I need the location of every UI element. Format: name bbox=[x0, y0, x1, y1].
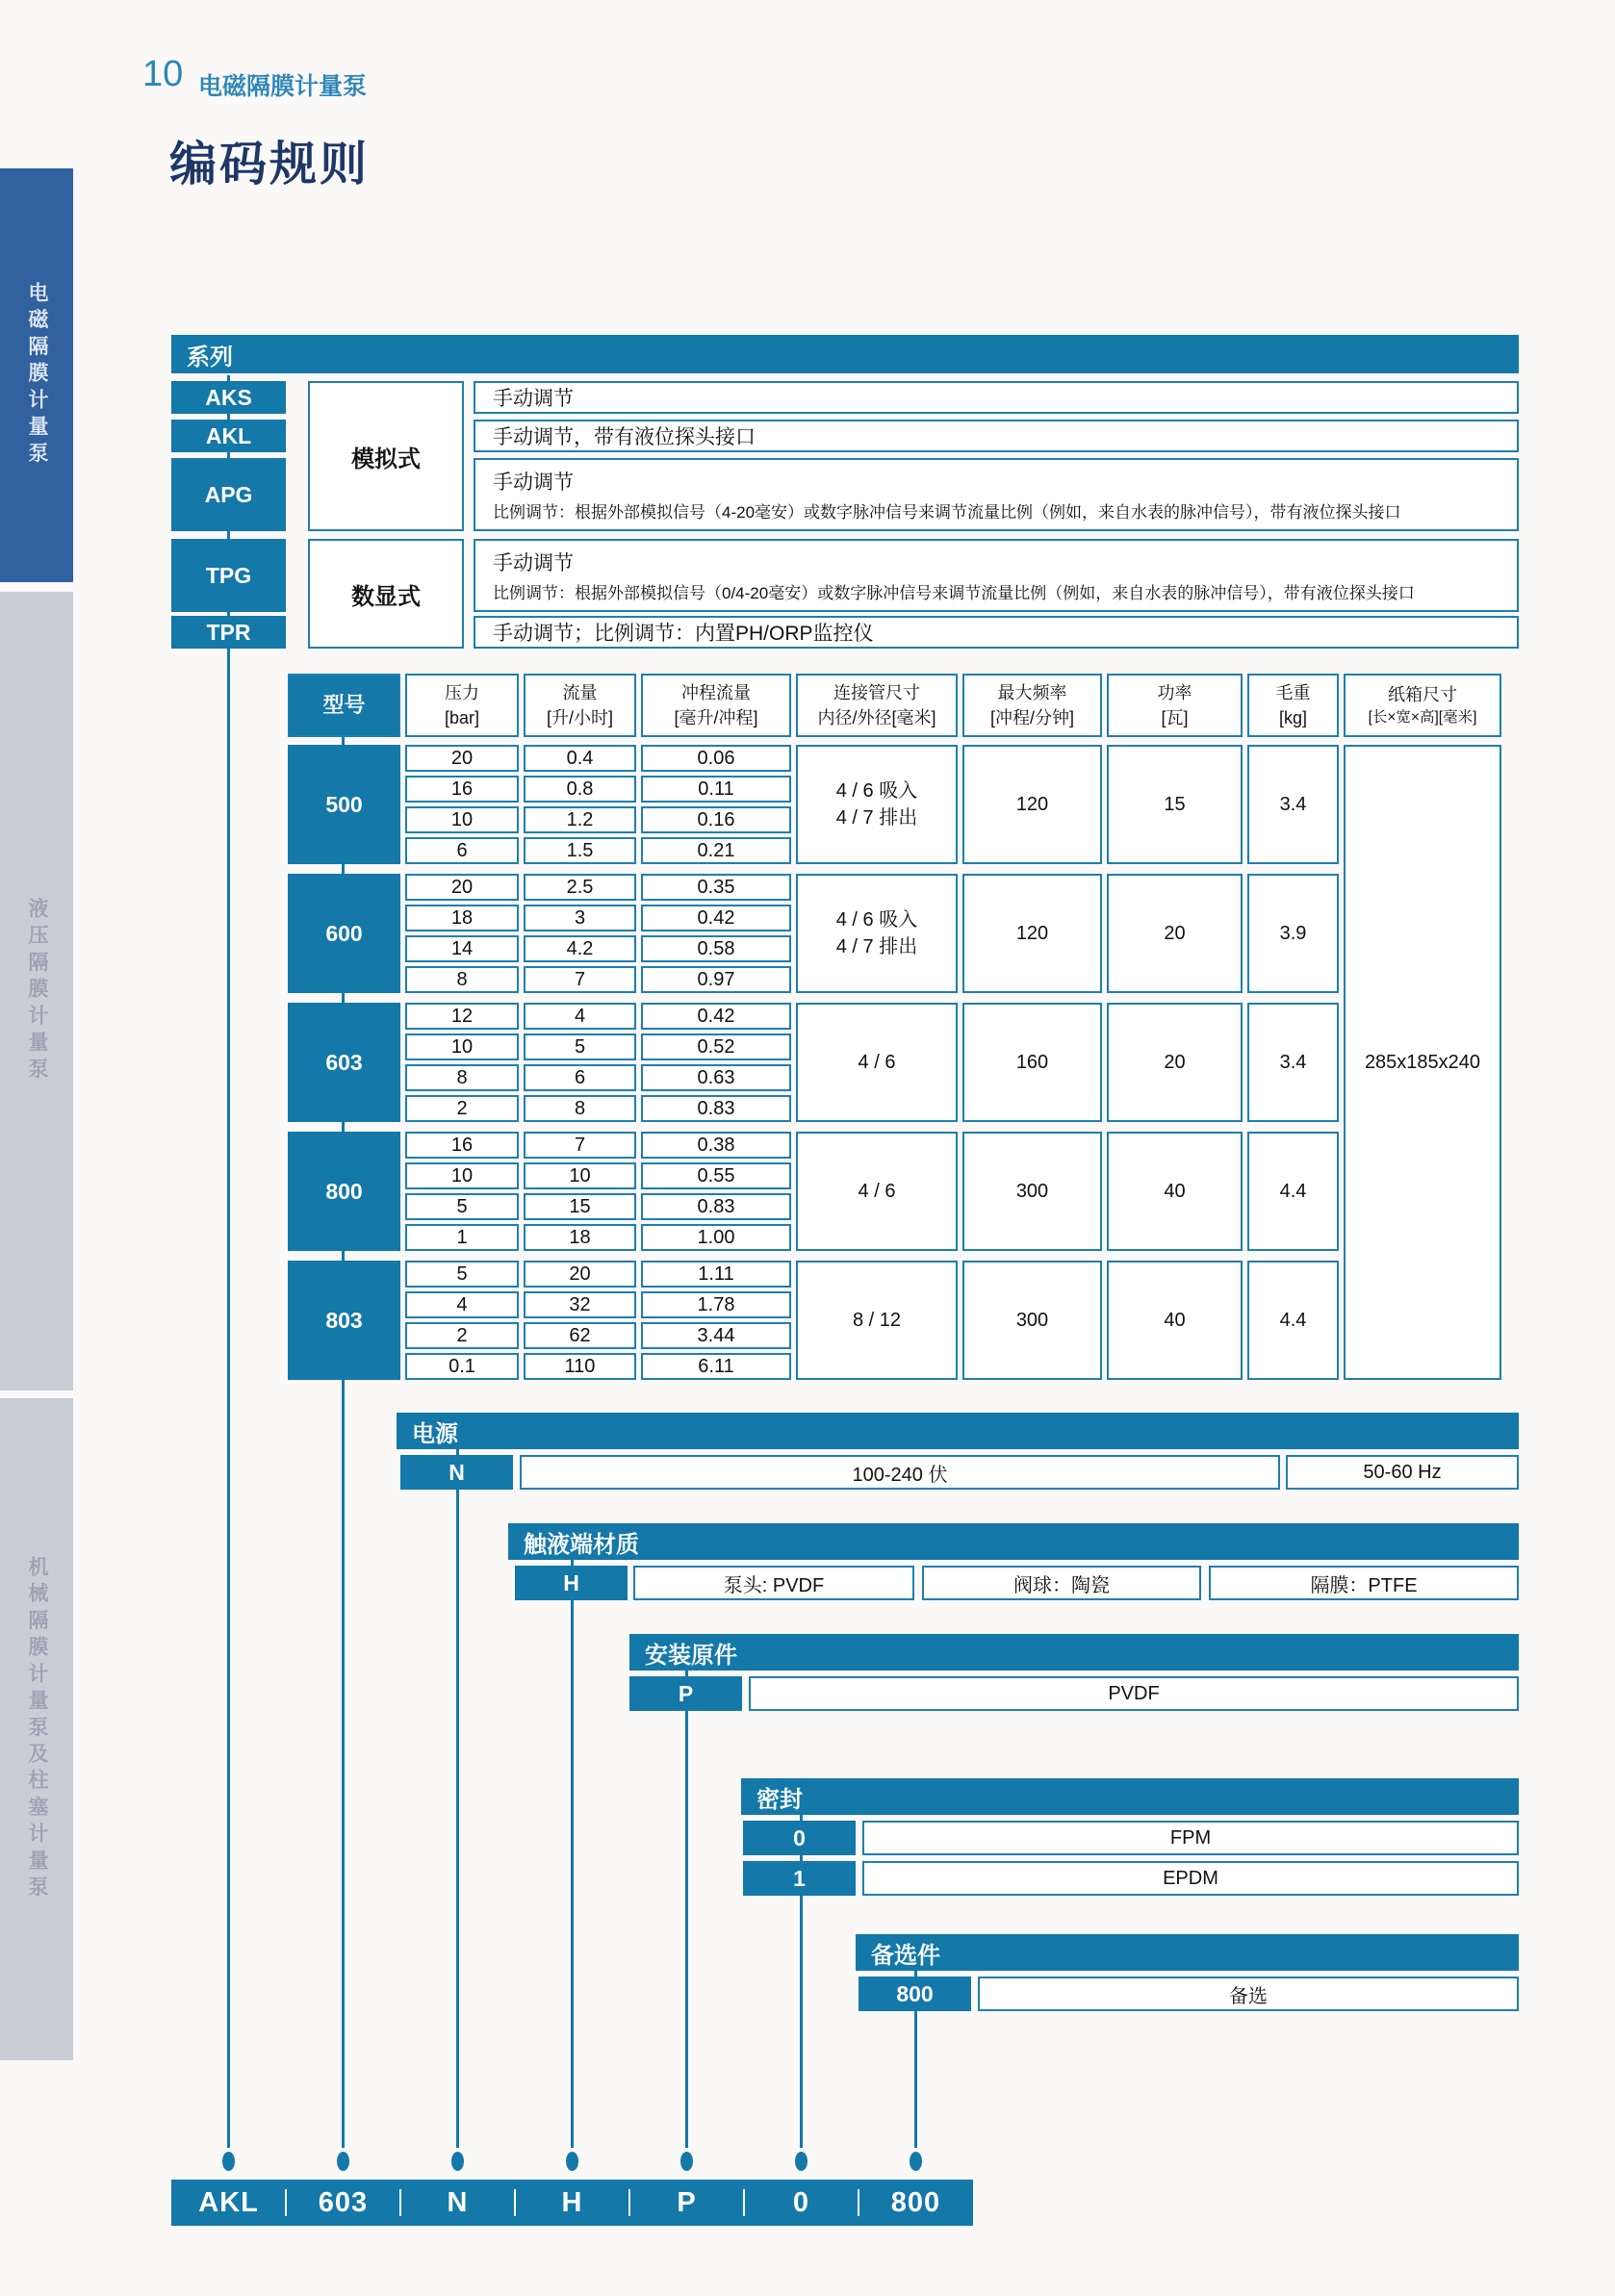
wetted-diaphragm: 隔膜：PTFE bbox=[1209, 1566, 1519, 1600]
desc-line: 比例调节：根据外部模拟信号（0/4-20毫安）或数字脉冲信号来调节流量比例（例如，来自水表的脉冲信号），带有液位探头接口 bbox=[493, 584, 1415, 602]
connector-line bbox=[227, 531, 230, 539]
series-desc-tpg bbox=[474, 539, 1519, 612]
table-cell: 2.5 bbox=[524, 874, 636, 901]
desc-line: 手动调节 bbox=[493, 552, 574, 574]
series-desc-aks bbox=[474, 381, 1519, 414]
connector-dot bbox=[451, 2152, 464, 2171]
series-desc-akl bbox=[474, 420, 1519, 452]
table-cell: 0.4 bbox=[524, 745, 636, 772]
code-segment-options: 800 bbox=[890, 2186, 941, 2218]
wetted-valve-ball: 阀球：陶瓷 bbox=[922, 1566, 1201, 1600]
connector-line bbox=[342, 864, 345, 874]
table-cell: 5 bbox=[405, 1193, 519, 1220]
power-voltage: 100-240 伏 bbox=[520, 1455, 1280, 1490]
sidebar-tab-label: 机械隔膜计量泵及柱塞计量泵 bbox=[26, 1555, 48, 1903]
table-cell: 16 bbox=[405, 1132, 519, 1159]
power-frequency: 50-60 Hz bbox=[1286, 1455, 1519, 1490]
table-cell: 0.83 bbox=[641, 1193, 791, 1220]
connector-line bbox=[571, 1560, 574, 1566]
series-desc-apg bbox=[474, 458, 1519, 531]
weight-cell-600: 3.9 bbox=[1247, 874, 1339, 993]
table-cell: 0.52 bbox=[641, 1033, 791, 1060]
col-header-power: 功率 [瓦] bbox=[1107, 674, 1243, 737]
table-cell: 0.11 bbox=[641, 776, 791, 803]
table-cell: 1 bbox=[405, 1224, 519, 1251]
connector-line-options bbox=[914, 2011, 917, 2148]
power-cell-500: 15 bbox=[1107, 745, 1243, 864]
table-cell: 0.8 bbox=[524, 776, 636, 803]
sidebar-tab-hydraulic bbox=[0, 592, 73, 1390]
table-cell: 10 bbox=[405, 806, 519, 833]
desc-line: 手动调节；比例调节：内置PH/ORP监控仪 bbox=[493, 623, 874, 645]
code-segment-wetted: H bbox=[561, 2186, 583, 2218]
table-cell: 0.58 bbox=[641, 935, 791, 962]
table-cell: 1.00 bbox=[641, 1224, 791, 1251]
desc-line: 手动调节，带有液位探头接口 bbox=[493, 426, 756, 448]
series-code-apg: APG bbox=[171, 458, 286, 531]
connector-line bbox=[227, 452, 230, 458]
page-title: 编码规则 bbox=[169, 139, 371, 191]
max-freq-cell-800: 300 bbox=[962, 1132, 1102, 1251]
col-header-carton: 纸箱尺寸 [长×宽×高][毫米] bbox=[1344, 674, 1501, 737]
sidebar-tab-label: 液压隔膜计量泵 bbox=[26, 897, 48, 1085]
model-cell-600: 600 bbox=[288, 874, 400, 993]
connector-line bbox=[342, 1251, 345, 1261]
connector-line-power bbox=[456, 1490, 459, 2148]
connector-dot bbox=[337, 2152, 349, 2171]
install-code-p: P bbox=[629, 1676, 742, 1711]
table-cell: 4 bbox=[524, 1003, 636, 1030]
code-bar bbox=[171, 2180, 973, 2226]
connector-line bbox=[800, 1815, 803, 1821]
connector-line bbox=[456, 1449, 459, 1455]
table-cell: 5 bbox=[405, 1261, 519, 1288]
table-cell: 1.78 bbox=[641, 1291, 791, 1318]
table-cell: 8 bbox=[405, 966, 519, 993]
table-cell: 0.83 bbox=[641, 1095, 791, 1122]
code-separator bbox=[514, 2189, 516, 2216]
series-code-aks: AKS bbox=[171, 381, 286, 414]
table-cell: 14 bbox=[405, 935, 519, 962]
power-cell-803: 40 bbox=[1107, 1261, 1243, 1380]
install-header-bar: 安装原件 bbox=[629, 1634, 1519, 1671]
model-cell-603: 603 bbox=[288, 1003, 400, 1122]
col-header-max-frequency: 最大频率 [冲程/分钟] bbox=[962, 674, 1102, 737]
power-cell-600: 20 bbox=[1107, 874, 1243, 993]
max-freq-cell-600: 120 bbox=[962, 874, 1102, 993]
connection-cell-603: 4 / 6 bbox=[796, 1003, 958, 1122]
options-value: 备选 bbox=[978, 1977, 1519, 2011]
table-cell: 6.11 bbox=[641, 1353, 791, 1380]
table-cell: 1.2 bbox=[524, 806, 636, 833]
table-cell: 18 bbox=[524, 1224, 636, 1251]
connector-dot bbox=[680, 2152, 693, 2171]
col-header-flow: 流量 [升/小时] bbox=[524, 674, 636, 737]
col-header-weight: 毛重 [kg] bbox=[1247, 674, 1339, 737]
page-category: 电磁隔膜计量泵 bbox=[198, 73, 368, 100]
connector-line-wetted bbox=[571, 1600, 574, 2148]
code-separator bbox=[628, 2189, 630, 2216]
col-header-stroke-volume: 冲程流量 [毫升/冲程] bbox=[641, 674, 791, 737]
series-code-tpg: TPG bbox=[171, 539, 286, 612]
model-cell-803: 803 bbox=[288, 1261, 400, 1380]
table-cell: 8 bbox=[405, 1064, 519, 1091]
table-cell: 0.1 bbox=[405, 1353, 519, 1380]
weight-cell-800: 4.4 bbox=[1247, 1132, 1339, 1251]
max-freq-cell-500: 120 bbox=[962, 745, 1102, 864]
table-cell: 1.5 bbox=[524, 837, 636, 864]
connector-line bbox=[800, 1855, 803, 1861]
table-cell: 4 bbox=[405, 1291, 519, 1318]
table-cell: 110 bbox=[524, 1353, 636, 1380]
series-type-analog: 模拟式 bbox=[308, 381, 464, 531]
connection-cell-500: 4 / 6 吸入 4 / 7 排出 bbox=[796, 745, 958, 864]
seal-code-1: 1 bbox=[743, 1861, 856, 1896]
model-cell-500: 500 bbox=[288, 745, 400, 864]
connector-line bbox=[914, 1971, 917, 1977]
connector-line-series bbox=[227, 649, 230, 2148]
table-cell: 18 bbox=[405, 905, 519, 931]
power-cell-800: 40 bbox=[1107, 1132, 1243, 1251]
power-code-n: N bbox=[400, 1455, 513, 1490]
connection-cell-800: 4 / 6 bbox=[796, 1132, 958, 1251]
table-cell: 0.42 bbox=[641, 905, 791, 931]
connector-dot bbox=[795, 2152, 808, 2171]
table-cell: 20 bbox=[405, 874, 519, 901]
connector-line bbox=[342, 993, 345, 1003]
connector-line bbox=[342, 1122, 345, 1132]
table-cell: 3 bbox=[524, 905, 636, 931]
sidebar-tab-electromagnetic bbox=[0, 168, 73, 582]
col-header-pressure: 压力 [bar] bbox=[405, 674, 519, 737]
table-cell: 20 bbox=[405, 745, 519, 772]
code-separator bbox=[399, 2189, 401, 2216]
install-value: PVDF bbox=[749, 1676, 1519, 1711]
table-cell: 8 bbox=[524, 1095, 636, 1122]
table-cell: 0.35 bbox=[641, 874, 791, 901]
options-code-800: 800 bbox=[859, 1977, 971, 2011]
code-segment-power: N bbox=[447, 2186, 469, 2218]
table-cell: 0.97 bbox=[641, 966, 791, 993]
seal-value-epdm: EPDM bbox=[862, 1861, 1519, 1896]
power-cell-603: 20 bbox=[1107, 1003, 1243, 1122]
connector-line-install bbox=[685, 1711, 688, 2148]
wetted-header-bar: 触液端材质 bbox=[508, 1523, 1519, 1560]
table-cell: 5 bbox=[524, 1033, 636, 1060]
series-desc-tpr bbox=[474, 616, 1519, 649]
connector-line bbox=[227, 612, 230, 616]
sidebar-tab-label: 电磁隔膜计量泵 bbox=[26, 281, 48, 470]
table-cell: 2 bbox=[405, 1322, 519, 1349]
table-cell: 0.38 bbox=[641, 1132, 791, 1159]
table-cell: 12 bbox=[405, 1003, 519, 1030]
table-cell: 0.42 bbox=[641, 1003, 791, 1030]
table-cell: 6 bbox=[405, 837, 519, 864]
table-cell: 0.55 bbox=[641, 1162, 791, 1189]
desc-line: 手动调节 bbox=[493, 472, 574, 494]
code-segment-series: AKL bbox=[198, 2186, 259, 2218]
model-cell-800: 800 bbox=[288, 1132, 400, 1251]
connector-dot bbox=[566, 2152, 578, 2171]
table-cell: 15 bbox=[524, 1193, 636, 1220]
table-cell: 7 bbox=[524, 1132, 636, 1159]
max-freq-cell-603: 160 bbox=[962, 1003, 1102, 1122]
code-segment-seal: 0 bbox=[792, 2186, 810, 2218]
carton-size-cell: 285x185x240 bbox=[1344, 745, 1501, 1380]
weight-cell-803: 4.4 bbox=[1247, 1261, 1339, 1380]
seal-header-bar: 密封 bbox=[741, 1778, 1519, 1815]
connector-dot bbox=[222, 2152, 235, 2171]
weight-cell-603: 3.4 bbox=[1247, 1003, 1339, 1122]
connector-line bbox=[227, 414, 230, 420]
connector-line bbox=[342, 737, 345, 745]
table-cell: 2 bbox=[405, 1095, 519, 1122]
table-cell: 10 bbox=[405, 1162, 519, 1189]
max-freq-cell-803: 300 bbox=[962, 1261, 1102, 1380]
series-code-tpr: TPR bbox=[171, 616, 286, 649]
table-cell: 62 bbox=[524, 1322, 636, 1349]
series-code-akl: AKL bbox=[171, 420, 286, 452]
connection-cell-600: 4 / 6 吸入 4 / 7 排出 bbox=[796, 874, 958, 993]
series-type-digital: 数显式 bbox=[308, 539, 464, 649]
code-separator bbox=[743, 2189, 745, 2216]
code-separator bbox=[858, 2189, 859, 2216]
connection-cell-803: 8 / 12 bbox=[796, 1261, 958, 1380]
table-cell: 20 bbox=[524, 1261, 636, 1288]
options-header-bar: 备选件 bbox=[856, 1934, 1519, 1971]
table-cell: 0.63 bbox=[641, 1064, 791, 1091]
connector-line-seal bbox=[800, 1896, 803, 2148]
seal-value-fpm: FPM bbox=[862, 1821, 1519, 1855]
table-cell: 0.06 bbox=[641, 745, 791, 772]
table-cell: 10 bbox=[524, 1162, 636, 1189]
connector-dot bbox=[910, 2152, 922, 2171]
table-cell: 10 bbox=[405, 1033, 519, 1060]
series-header-bar bbox=[171, 335, 1519, 373]
table-cell: 6 bbox=[524, 1064, 636, 1091]
connector-line bbox=[685, 1671, 688, 1676]
weight-cell-500: 3.4 bbox=[1247, 745, 1339, 864]
table-cell: 4.2 bbox=[524, 935, 636, 962]
desc-line: 手动调节 bbox=[493, 388, 574, 410]
desc-line: 比例调节：根据外部模拟信号（4-20毫安）或数字脉冲信号来调节流量比例（例如，来自水表的脉冲信号），带有液位探头接口 bbox=[493, 503, 1401, 522]
table-cell: 7 bbox=[524, 966, 636, 993]
col-header-connection: 连接管尺寸 内径/外径[毫米] bbox=[796, 674, 958, 737]
code-separator bbox=[285, 2189, 287, 2216]
code-segment-model: 603 bbox=[318, 2186, 369, 2218]
code-segment-install: P bbox=[677, 2186, 697, 2218]
col-header-model: 型号 bbox=[288, 674, 400, 737]
table-cell: 16 bbox=[405, 776, 519, 803]
wetted-code-h: H bbox=[515, 1566, 628, 1600]
connector-line-model bbox=[342, 1380, 345, 2148]
table-cell: 1.11 bbox=[641, 1261, 791, 1288]
wetted-pump-head: 泵头: PVDF bbox=[633, 1566, 914, 1600]
table-cell: 3.44 bbox=[641, 1322, 791, 1349]
power-header-bar: 电源 bbox=[397, 1413, 1519, 1449]
table-cell: 32 bbox=[524, 1291, 636, 1318]
seal-code-0: 0 bbox=[743, 1821, 856, 1855]
table-cell: 0.16 bbox=[641, 806, 791, 833]
sidebar-tab-mechanical bbox=[0, 1398, 73, 2060]
series-header-label: 系列 bbox=[187, 344, 233, 370]
table-cell: 0.21 bbox=[641, 837, 791, 864]
page-number: 10 bbox=[142, 54, 184, 94]
connector-line bbox=[227, 375, 230, 381]
